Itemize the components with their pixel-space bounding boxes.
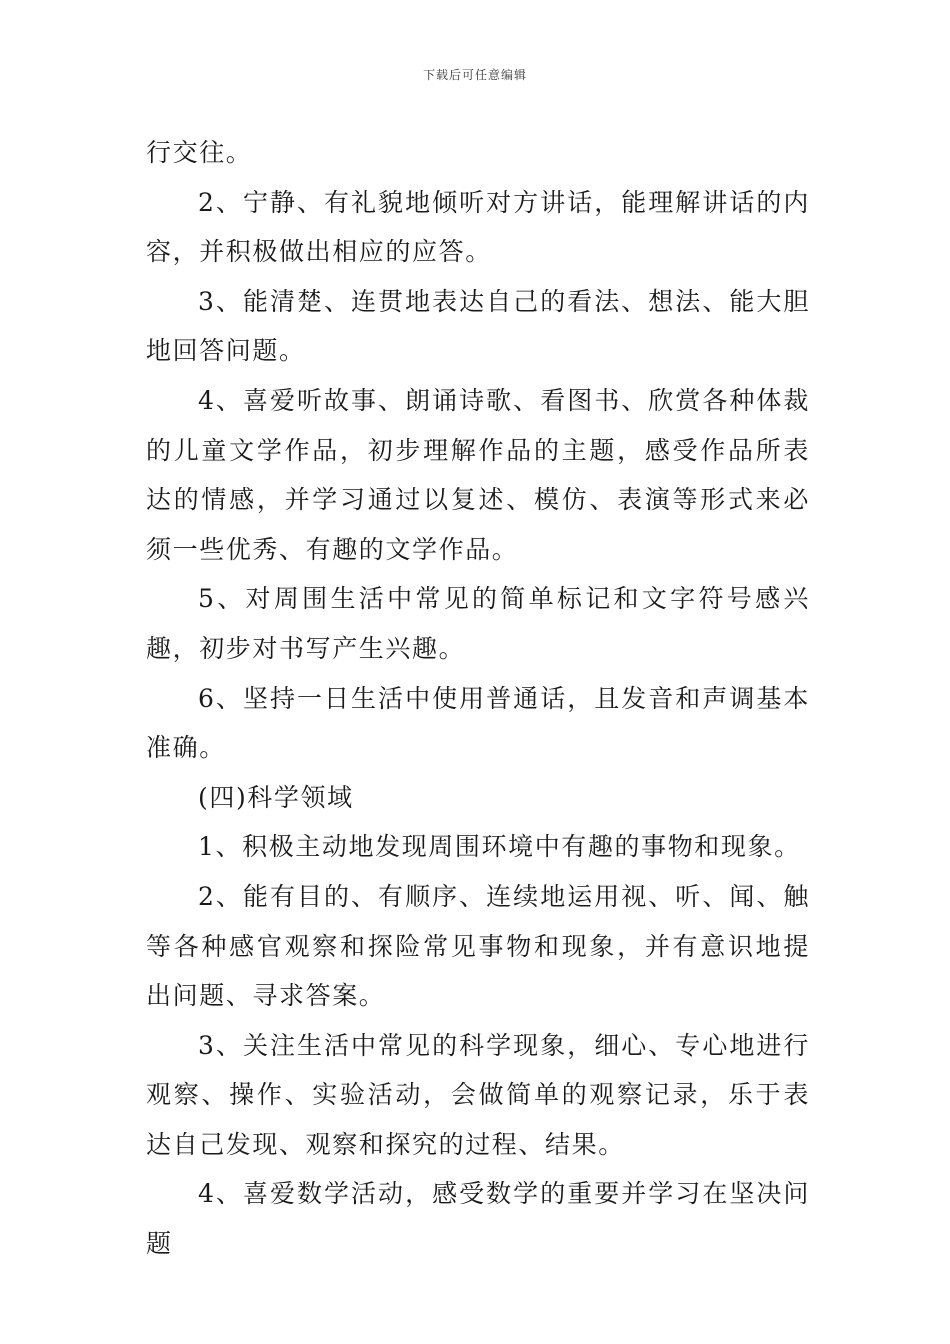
paragraph: 2、宁静、有礼貌地倾听对方讲话，能理解讲话的内容，并积极做出相应的应答。: [146, 187, 810, 267]
paragraph: 6、坚持一日生活中使用普通话，且发音和声调基本准确。: [146, 683, 810, 763]
paragraph: 1、积极主动地发现周围环境中有趣的事物和现象。: [198, 832, 801, 862]
paragraph: 2、能有目的、有顺序、连续地运用视、听、闻、触等各种感官观察和探险常见事物和现象，并有意识地提出问题、寻求答案。: [146, 881, 810, 1011]
document-body: [146, 128, 810, 1269]
paragraph: 3、关注生活中常见的科学现象，细心、专心地进行观察、操作、实验活动，会做简单的观察记录，乐于表达自己发现、观察和探究的过程、结果。: [146, 1030, 810, 1159]
paragraph: 4、喜爱数学活动，感受数学的重要并学习在坚决问题: [146, 1179, 810, 1259]
page-header-note: 下载后可任意编辑: [422, 68, 527, 82]
paragraph: 行交往。: [146, 138, 253, 167]
paragraph: 4、喜爱听故事、朗诵诗歌、看图书、欣赏各种体裁的儿童文学作品，初步理解作品的主题，感受作品所表达的情感，并学习通过以复述、模仿、表演等形式来必须一些优秀、有趣的文学作品。: [146, 385, 810, 564]
paragraph: 5、对周围生活中常见的简单标记和文字符号感兴趣，初步对书写产生兴趣。: [146, 584, 810, 663]
paragraph: 3、能清楚、连贯地表达自己的看法、想法、能大胆地回答问题。: [146, 286, 810, 366]
section-heading: (四)科学领域: [198, 782, 354, 812]
